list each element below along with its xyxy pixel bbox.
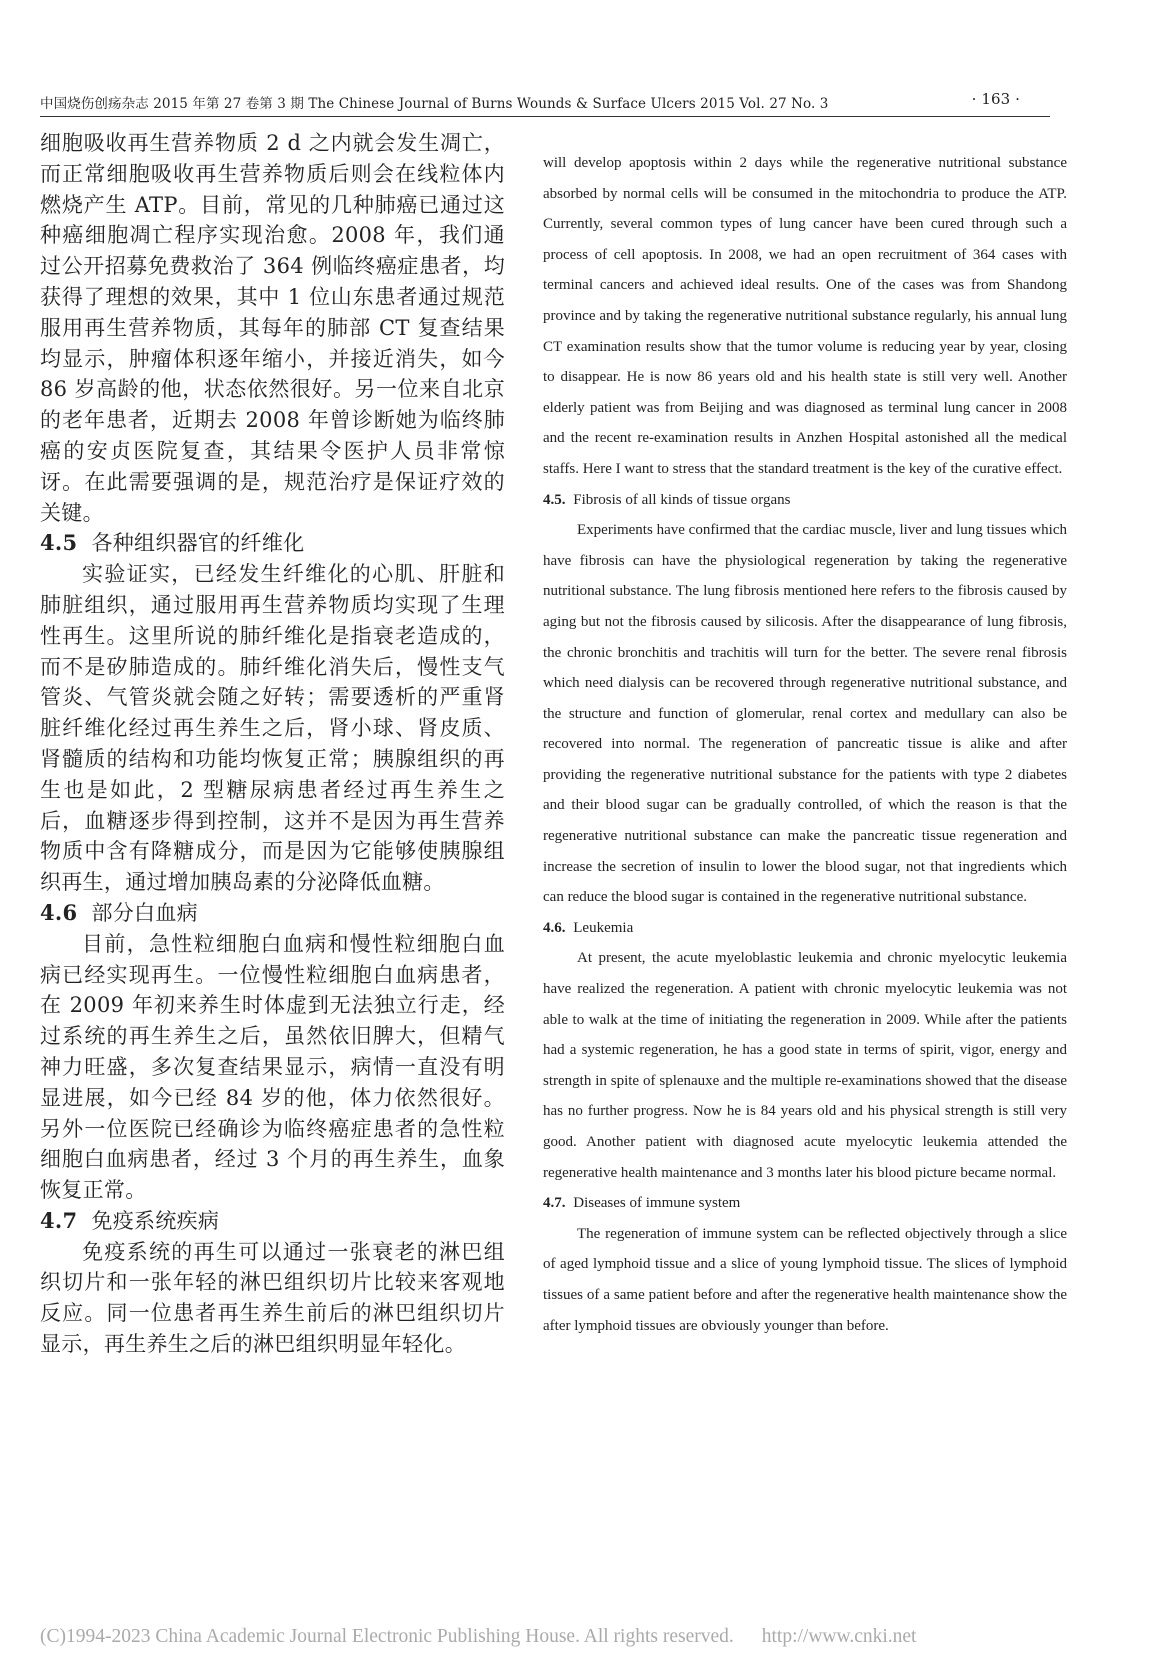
paragraph: 目前，急性粒细胞白血病和慢性粒细胞白血病已经实现再生。一位慢性粒细胞白血病患者，在 2009 年初来养生时体虚到无法独立行走，经过系统的再生养生之后，虽然依旧脾大，但精气神力旺盛，多次复查结果显示，病情一直没有明显进展，如今已经 84 岁的他，体力依然很好。另外一位医院已经确诊为临终癌症患者的急性粒细胞白血病患者，经过 3 个月的再生养生，血象恢复正常。 <box>40 931 505 1203</box>
paragraph: will develop apoptosis within 2 days while the regenerative nutritional substance absorbed by normal cells will be consumed in the mitochondria to produce the ATP. Currently, several common types of lung cancer have been cured through such a process of cell apoptosis. In 2008, we had an open recruitment of 364 cases with terminal cancers and achieved ideal results. One of the cases was from Shandong province and by taking the regenerative nutritional substance regularly, his annual lung CT examination results show that the tumor volume is reducing year by year, closing to disappear. He is now 86 years old and his health state is still very well. Another elderly patient was from Beijing and was diagnosed as terminal lung cancer in 2008 and the recent re-examination results in Anzhen Hospital astonished all the medical staffs. Here I want to stress that the standard treatment is the key of the curative effect. <box>543 155 1067 477</box>
section-heading-4-6 <box>40 898 505 929</box>
section-number: 4.7. <box>543 1195 566 1212</box>
section-number: 4.5 <box>40 530 78 556</box>
section-number: 4.6 <box>40 899 78 925</box>
english-column <box>543 148 1067 1341</box>
paragraph: 实验证实，已经发生纤维化的心肌、肝脏和肺脏组织，通过服用再生营养物质均实现了生理性再生。这里所说的肺纤维化是指衰老造成的，而不是矽肺造成的。肺纤维化消失后，慢性支气管炎、气管炎就会随之好转；需要透析的严重肾脏纤维化经过再生养生之后，肾小球、肾皮质、肾髓质的结构和功能均恢复正常；胰腺组织的再生也是如此，2 型糖尿病患者经过再生养生之后，血糖逐步得到控制，这并不是因为再生营养物质中含有降糖成分，而是因为它能够使胰腺组织再生，通过增加胰岛素的分泌降低血糖。 <box>40 562 505 895</box>
section-heading-4-6 <box>543 913 1067 944</box>
section-title: Leukemia <box>573 919 634 936</box>
section-title: 各种组织器官的纤维化 <box>91 531 305 556</box>
paragraph: At present, the acute myeloblastic leukemia and chronic myelocytic leukemia have realized the regeneration. A patient with chronic myelocytic leukemia was not able to walk at the time of initiating the regeneration in 2009. While after the patients had a systemic regeneration, he has a good state in terms of spirit, vigor, energy and strength in spite of splenauxe and the multiple re-examinations showed that the disease has no further progress. Now he is 84 years old and his physical strength is still very good. Another patient with diagnosed acute myelocytic leukemia attended the regenerative health maintenance and 3 months later his blood picture became normal. <box>543 950 1067 1181</box>
running-header <box>40 88 1050 117</box>
paragraph: Experiments have confirmed that the cardiac muscle, liver and lung tissues which have fibrosis can have the physiological regeneration by taking the regenerative nutritional substance. The lung fibrosis mentioned here refers to the fibrosis caused by aging but not the fibrosis caused by silicosis. After the disappearance of lung fibrosis, the chronic bronchitis and trachitis will turn for the better. The severe renal fibrosis which need dialysis can be recovered through regenerative nutritional substance, and the structure and function of glomerular, renal cortex and medullary can also be recovered into normal. The regeneration of pancreatic tissue is alike and after providing the regenerative nutritional substance for the patients with type 2 diabetes and their blood sugar can be gradually controlled, of which the reason is that the regenerative nutritional substance can make the pancreatic tissue regeneration and increase the secretion of insulin to lower the blood sugar, not that ingredients which can reduce the blood sugar is contained in the regenerative nutritional substance. <box>543 522 1067 906</box>
section-title: 部分白血病 <box>91 900 198 925</box>
paragraph: 免疫系统的再生可以通过一张衰老的淋巴组织切片和一张年轻的淋巴组织切片比较来客观地反应。同一位患者再生养生前后的淋巴组织切片显示，再生养生之后的淋巴组织明显年轻化。 <box>40 1239 505 1357</box>
section-heading-4-7 <box>40 1206 505 1237</box>
section-number: 4.7 <box>40 1207 78 1233</box>
chinese-column <box>40 128 505 1360</box>
paragraph: 细胞吸收再生营养物质 2 d 之内就会发生凋亡，而正常细胞吸收再生营养物质后则会在线粒体内燃烧产生 ATP。目前，常见的几种肺癌已通过这种癌细胞凋亡程序实现治愈。2008 年，我们通过公开招募免费救治了 364 例临终癌症患者，均获得了理想的效果，其中 1 位山东患者通过规范服用再生营养物质，其每年的肺部 CT 复查结果均显示，肿瘤体积逐年缩小，并接近消失，如今 86 岁高龄的他，状态依然很好。另一位来自北京的老年患者，近期去 2008 年曾诊断她为临终肺癌的安贞医院复查，其结果令医护人员非常惊讶。在此需要强调的是，规范治疗是保证疗效的关键。 <box>40 131 505 525</box>
section-heading-4-5 <box>543 485 1067 516</box>
section-heading-4-7 <box>543 1188 1067 1219</box>
section-number: 4.5. <box>543 491 566 508</box>
page-number: · 163 · <box>971 90 1020 108</box>
journal-title: 中国烧伤创疡杂志 2015 年第 27 卷第 3 期 The Chinese Journal of Burns Wounds & Surface Ulcers 2015 Vol. 27 No. 3 <box>40 96 829 112</box>
copyright-footer <box>40 1626 1120 1648</box>
section-number: 4.6. <box>543 919 566 936</box>
section-heading-4-5 <box>40 528 505 559</box>
section-title: Fibrosis of all kinds of tissue organs <box>573 491 791 508</box>
section-title: Diseases of immune system <box>573 1195 741 1212</box>
paragraph: The regeneration of immune system can be reflected objectively through a slice of aged lymphoid tissue and a slice of young lymphoid tissue. The slices of lymphoid tissues of a same patient before and after the regenerative health maintenance show the after lymphoid tissues are obviously younger than before. <box>543 1225 1067 1334</box>
section-title: 免疫系统疾病 <box>91 1208 220 1233</box>
cnki-link[interactable]: http://www.cnki.net <box>761 1626 917 1647</box>
copyright-text: (C)1994-2023 China Academic Journal Electronic Publishing House. All rights reserved. <box>40 1626 734 1647</box>
